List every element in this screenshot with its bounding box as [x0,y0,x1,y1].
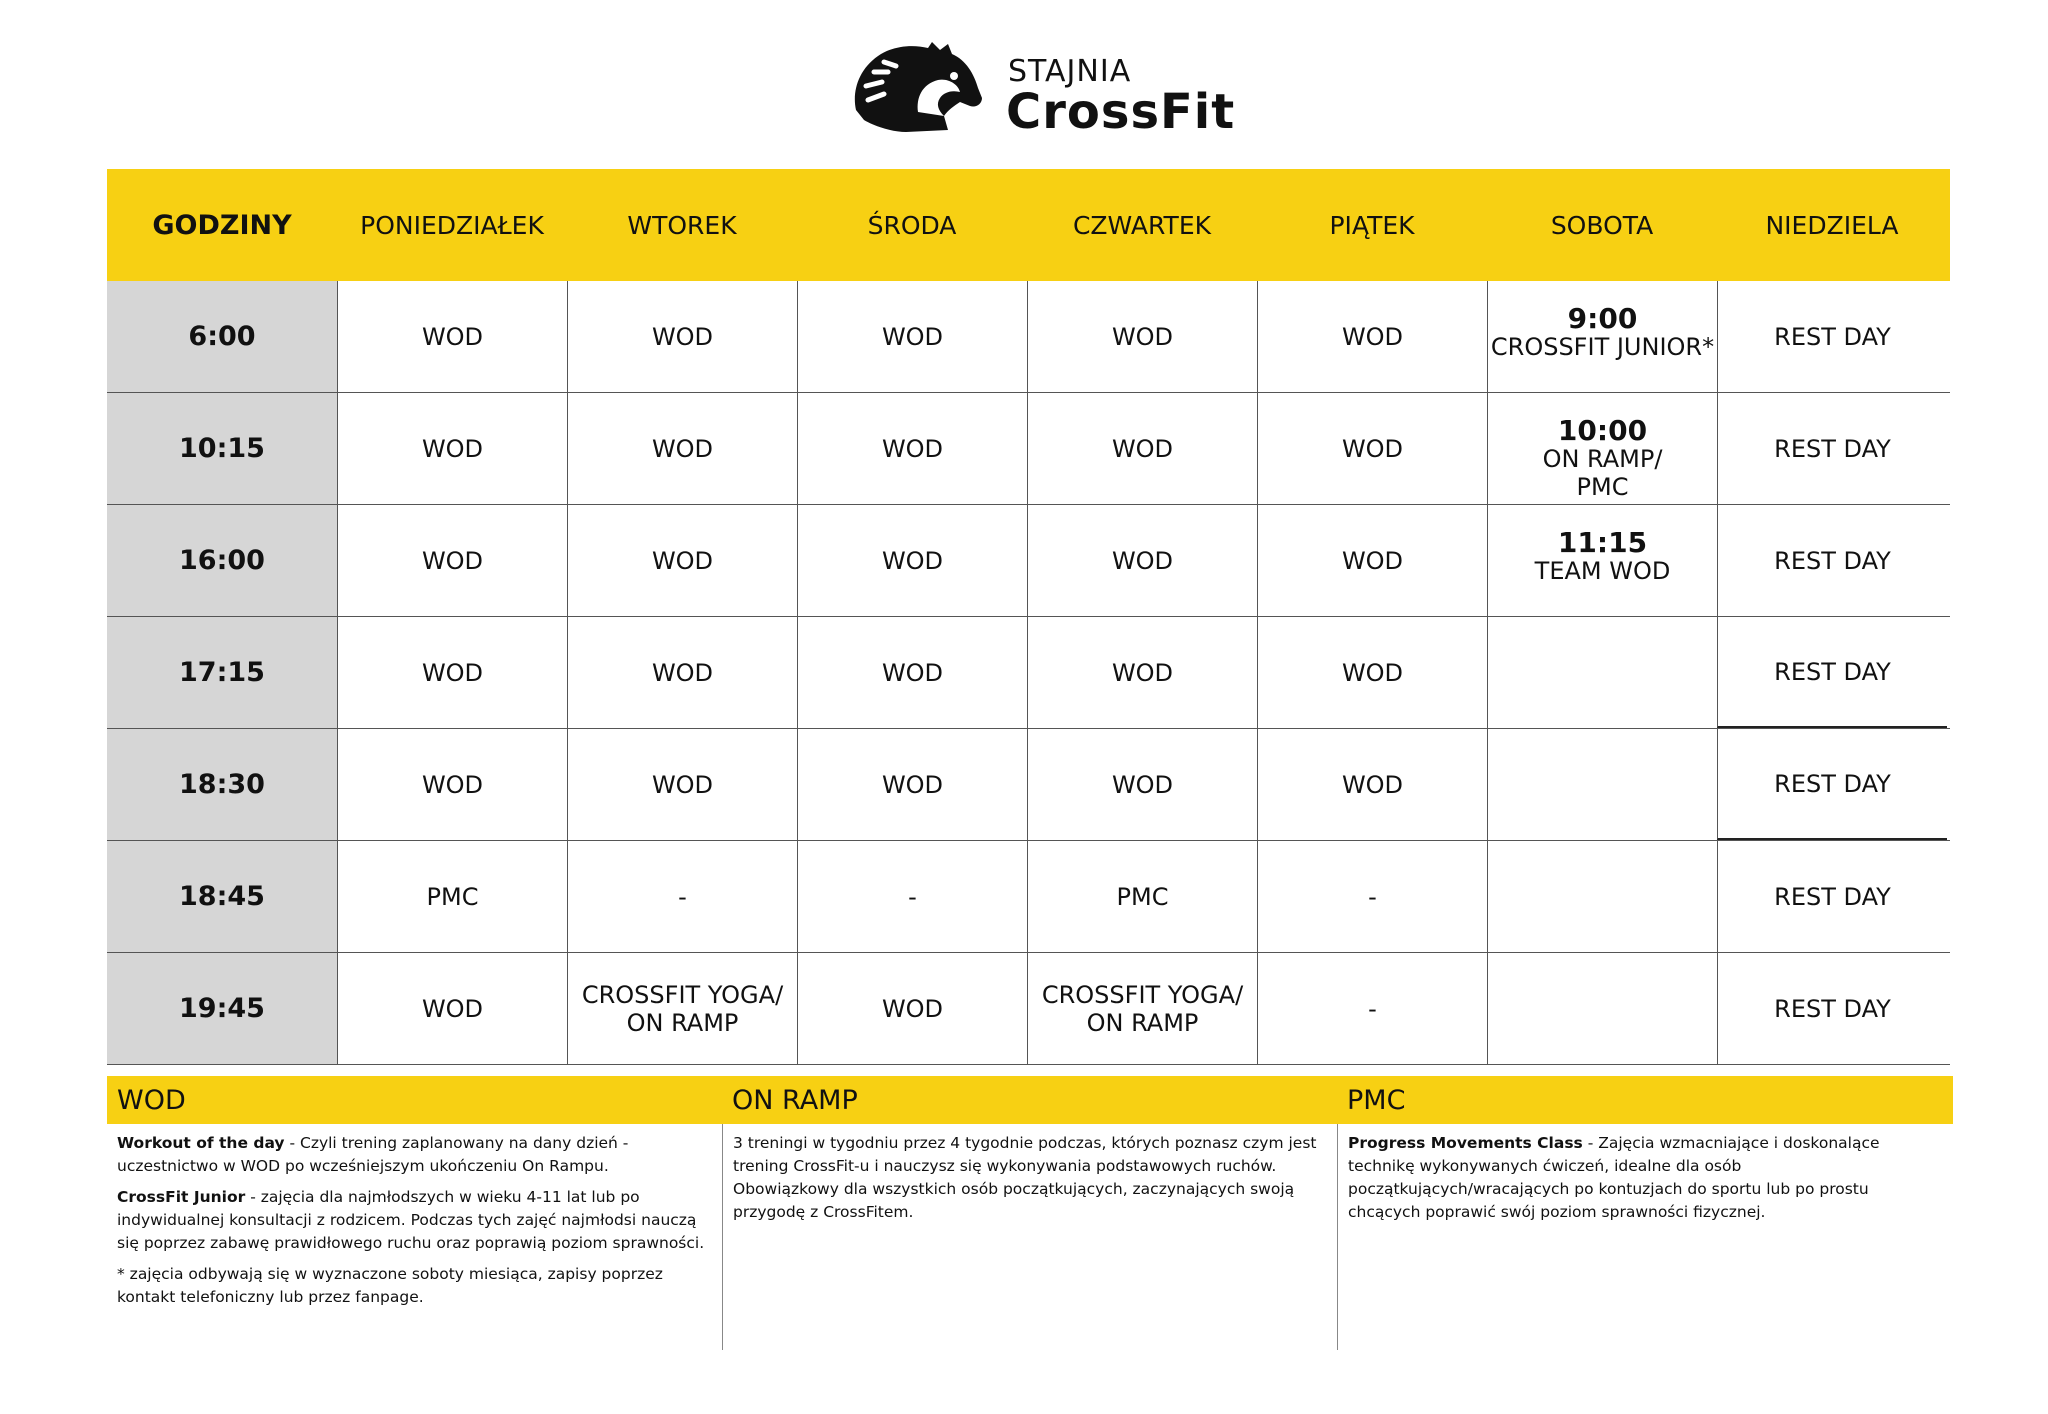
sunday-cell: REST DAY [1717,953,1947,1064]
saturday-cell [1487,729,1717,840]
header-monday: PONIEDZIAŁEK [360,210,544,240]
class-cell: WOD [1257,505,1487,616]
class-cell: WOD [797,617,1027,728]
legend-junior-bold: CrossFit Junior [117,1188,246,1206]
time-cell: 6:00 [107,281,337,392]
class-cell: WOD [797,505,1027,616]
class-cell: PMC [1027,841,1257,952]
table-header [107,169,1950,281]
saturday-cell [1487,617,1717,728]
saturday-cell [1487,281,1717,392]
legend-pmc [1337,1124,1952,1350]
class-cell: - [1257,841,1487,952]
class-cell: WOD [337,505,567,616]
schedule-table [107,169,1950,1065]
header-wednesday: ŚRODA [867,210,957,240]
sunday-cell: REST DAY [1717,281,1947,392]
class-cell: WOD [1257,729,1487,840]
saturday-class: PMC [1576,473,1629,501]
brand-main: CrossFit [1006,84,1236,140]
legend-wod [107,1124,722,1350]
header-hours: GODZINY [152,209,292,241]
saturday-time: 9:00 [1567,302,1638,335]
class-cell: WOD [797,953,1027,1064]
time-cell: 17:15 [107,617,337,728]
class-cell: WOD [337,281,567,392]
legend [107,1076,1953,1350]
sunday-cell: REST DAY [1717,393,1947,504]
logo [848,40,1236,140]
class-cell: WOD [1027,281,1257,392]
table-row [107,281,1950,393]
class-cell: WOD [1027,505,1257,616]
class-cell: CROSSFIT YOGA/ ON RAMP [1027,953,1257,1064]
class-cell: WOD [1257,617,1487,728]
class-cell: WOD [567,281,797,392]
class-cell: CROSSFIT YOGA/ ON RAMP [567,953,797,1064]
header-sunday: NIEDZIELA [1765,210,1899,240]
brand-top: STAJNIA [1008,54,1132,89]
class-cell: WOD [567,505,797,616]
saturday-class: TEAM WOD [1534,557,1671,585]
class-cell: WOD [797,729,1027,840]
legend-wod-text: - Czyli trening zaplanowany na dany dzień - uczestnictwo w WOD po wcześniejszym ukończeniu On Rampu. [117,1134,629,1175]
sunday-cell: REST DAY [1717,505,1947,616]
table-row [107,505,1950,617]
saturday-cell [1487,841,1717,952]
class-cell: - [1257,953,1487,1064]
table-row [107,617,1950,729]
time-cell: 19:45 [107,953,337,1064]
legend-onramp [722,1124,1337,1350]
class-cell: WOD [567,393,797,504]
class-cell: WOD [1027,393,1257,504]
saturday-cell [1487,393,1717,504]
class-cell: WOD [337,393,567,504]
time-cell: 16:00 [107,505,337,616]
table-row [107,729,1950,841]
class-cell: WOD [337,617,567,728]
sunday-cell: REST DAY [1717,617,1947,728]
time-cell: 18:45 [107,841,337,952]
class-cell: WOD [797,393,1027,504]
sunday-cell: REST DAY [1717,841,1947,952]
class-cell: WOD [567,617,797,728]
header-thursday: CZWARTEK [1072,210,1212,240]
legend-pmc-text: - Zajęcia wzmacniające i doskonalące technikę wykonywanych ćwiczeń, idealne dla osób początkujących/wracających po kontuzjach do sportu lub po prostu chcących poprawić swój poziom sprawności fizycznej. [1348,1134,1880,1221]
legend-junior-text: - zajęcia dla najmłodszych w wieku 4-11 lat lub po indywidualnej konsultacji z rodzicem. Podczas tych zajęć najmłodsi nauczą się poprzez zabawę prawidłowego ruchu oraz poprawią poziom sprawności. [117,1188,705,1252]
legend-title-wod: WOD [117,1084,186,1116]
class-cell: PMC [337,841,567,952]
header-friday: PIĄTEK [1329,210,1415,240]
table-row [107,841,1950,953]
saturday-cell [1487,505,1717,616]
legend-title-onramp: ON RAMP [732,1084,858,1116]
saturday-time: 10:00 [1557,414,1648,447]
class-cell: WOD [567,729,797,840]
legend-header [107,1076,1953,1124]
class-cell: WOD [1257,281,1487,392]
class-cell: - [797,841,1027,952]
class-cell: WOD [337,953,567,1064]
table-row [107,393,1950,505]
sunday-cell: REST DAY [1717,729,1947,840]
table-row [107,953,1950,1065]
horse-logo-icon [848,40,988,136]
class-cell: WOD [1027,617,1257,728]
class-cell: - [567,841,797,952]
class-cell: WOD [1027,729,1257,840]
saturday-class: ON RAMP/ [1542,445,1663,473]
time-cell: 18:30 [107,729,337,840]
legend-pmc-bold: Progress Movements Class [1348,1134,1583,1152]
legend-wod-bold: Workout of the day [117,1134,285,1152]
legend-title-pmc: PMC [1347,1084,1406,1116]
class-cell: WOD [337,729,567,840]
saturday-time: 11:15 [1557,526,1648,559]
saturday-cell [1487,953,1717,1064]
saturday-class: CROSSFIT JUNIOR* [1490,333,1715,361]
class-cell: WOD [797,281,1027,392]
header-tuesday: WTOREK [627,210,737,240]
class-cell: WOD [1257,393,1487,504]
time-cell: 10:15 [107,393,337,504]
legend-note: * zajęcia odbywają się w wyznaczone soboty miesiąca, zapisy poprzez kontakt telefoniczny lub przez fanpage. [117,1265,663,1306]
legend-onramp-text: 3 treningi w tygodniu przez 4 tygodnie podczas, których poznasz czym jest trening CrossFit-u i nauczysz się wykonywania podstawowych ruchów. Obowiązkowy dla wszystkich osób początkujących, zaczynających swoją przygodę z CrossFitem. [733,1134,1317,1221]
legend-body [107,1124,1953,1350]
header-saturday: SOBOTA [1550,210,1654,240]
